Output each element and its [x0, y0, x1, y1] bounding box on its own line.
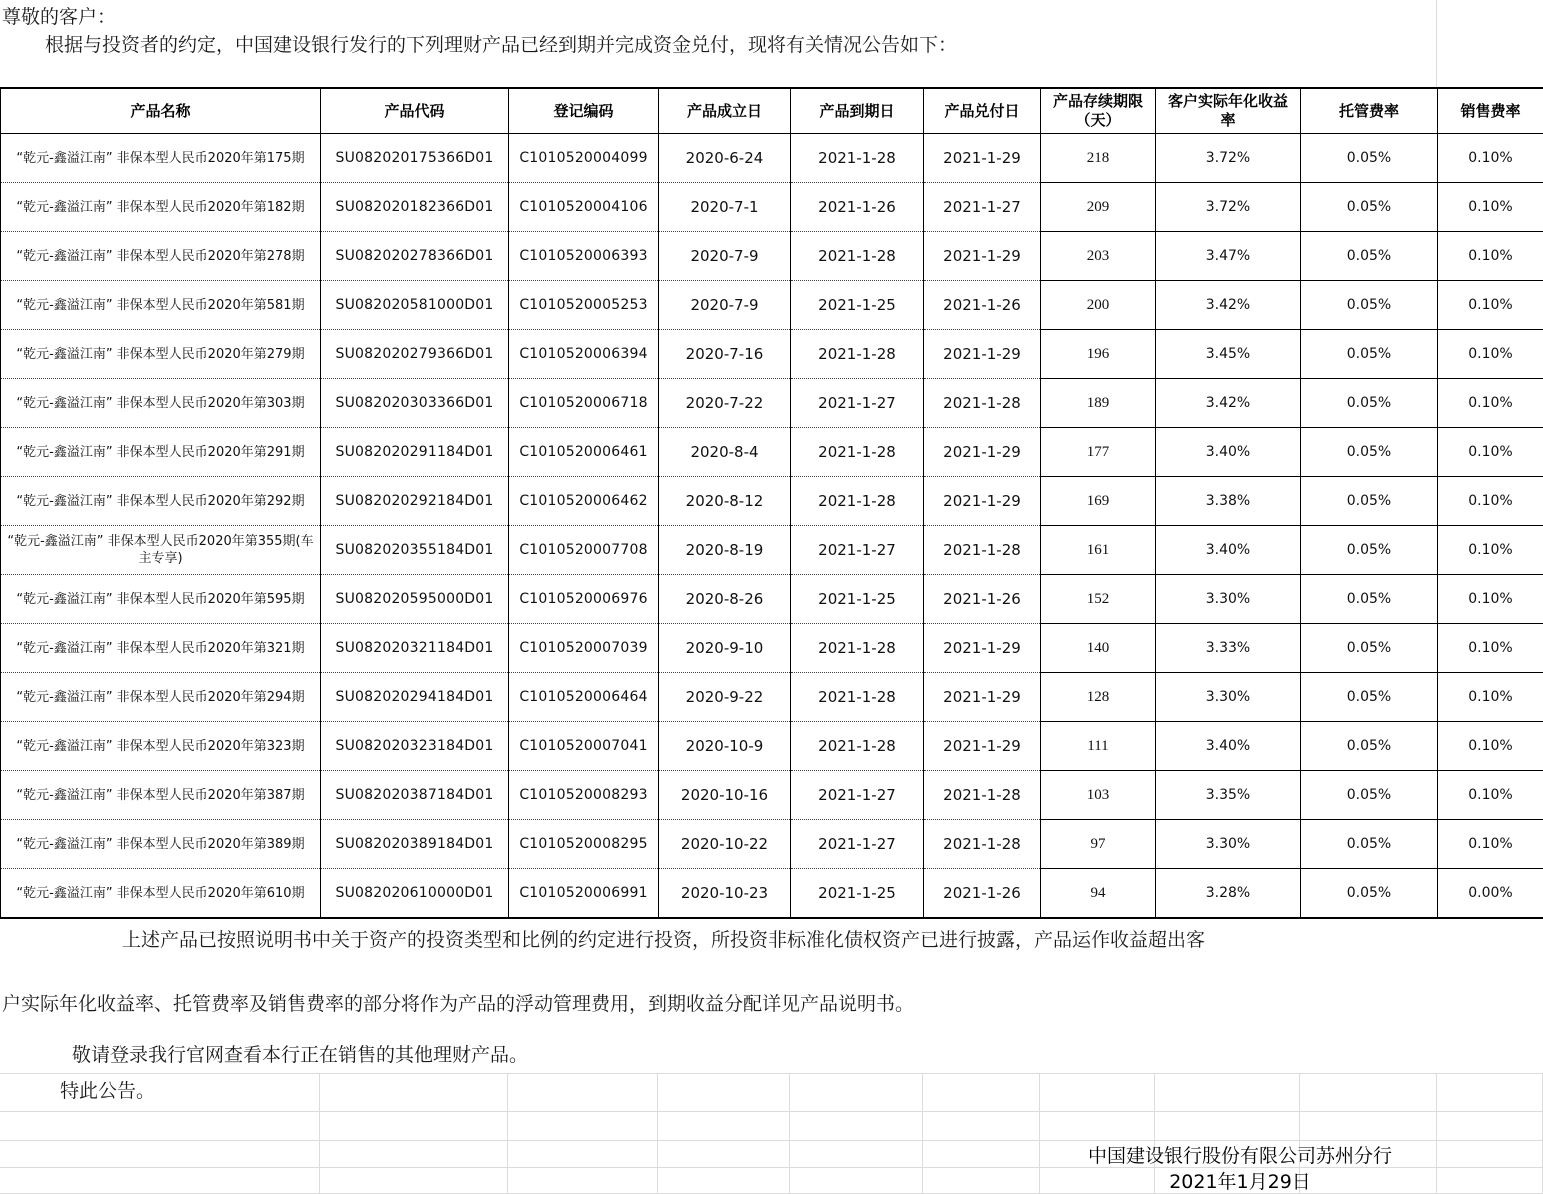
- table-cell: C1010520008295: [509, 820, 659, 869]
- table-cell: 0.10%: [1438, 722, 1543, 771]
- table-cell: 103: [1041, 771, 1156, 820]
- table-cell: 2021-1-28: [791, 232, 924, 281]
- table-cell: 3.47%: [1156, 232, 1301, 281]
- table-cell: 0.05%: [1301, 771, 1438, 820]
- table-row: [1, 526, 1543, 575]
- table-cell: 2021-1-28: [924, 379, 1041, 428]
- table-cell: 2021-1-29: [924, 232, 1041, 281]
- table-cell: C1010520006394: [509, 330, 659, 379]
- table-cell: 3.40%: [1156, 722, 1301, 771]
- table-cell: C1010520004106: [509, 183, 659, 232]
- table-cell: 3.30%: [1156, 820, 1301, 869]
- table-cell: SU082020279366D01: [321, 330, 509, 379]
- table-cell: 0.10%: [1438, 428, 1543, 477]
- table-cell: 189: [1041, 379, 1156, 428]
- table-cell: 2021-1-25: [791, 575, 924, 624]
- table-cell: 0.10%: [1438, 673, 1543, 722]
- table-cell: 2020-10-23: [659, 869, 791, 919]
- grid-cell: [1300, 1074, 1437, 1112]
- table-cell: 2021-1-26: [924, 869, 1041, 919]
- table-cell: 2021-1-29: [924, 624, 1041, 673]
- table-row: [1, 183, 1543, 232]
- announcement-date: 2021年1月29日: [1169, 1171, 1311, 1193]
- table-cell: 3.30%: [1156, 575, 1301, 624]
- table-cell: 2021-1-29: [924, 428, 1041, 477]
- table-row: [1, 624, 1543, 673]
- header-product-code: 产品代码: [321, 88, 509, 134]
- table-cell: “乾元-鑫溢江南” 非保本型人民币2020年第323期: [1, 722, 321, 771]
- table-cell: 2020-7-9: [659, 281, 791, 330]
- table-cell: 0.10%: [1438, 379, 1543, 428]
- header-maturity-date: 产品到期日: [791, 88, 924, 134]
- table-cell: 3.40%: [1156, 526, 1301, 575]
- header-custody-fee: 托管费率: [1301, 88, 1438, 134]
- table-cell: 3.30%: [1156, 673, 1301, 722]
- grid-cell: [790, 1112, 923, 1141]
- table-cell: 0.10%: [1438, 281, 1543, 330]
- table-cell: 2021-1-26: [924, 281, 1041, 330]
- product-table-body: [1, 134, 1543, 919]
- table-cell: 2021-1-28: [791, 624, 924, 673]
- table-cell: SU082020182366D01: [321, 183, 509, 232]
- grid-cell: [1437, 1074, 1543, 1112]
- grid-cell: [508, 1168, 658, 1194]
- header-payment-date: 产品兑付日: [924, 88, 1041, 134]
- table-cell: 0.05%: [1301, 673, 1438, 722]
- table-cell: 0.10%: [1438, 526, 1543, 575]
- grid-cell: [923, 1168, 1040, 1194]
- table-cell: 2021-1-28: [791, 134, 924, 183]
- table-cell: 2020-7-9: [659, 232, 791, 281]
- table-cell: 2020-8-19: [659, 526, 791, 575]
- table-cell: C1010520007708: [509, 526, 659, 575]
- table-cell: 2021-1-27: [791, 771, 924, 820]
- grid-cell: [1155, 1074, 1300, 1112]
- table-cell: 0.10%: [1438, 477, 1543, 526]
- table-cell: “乾元-鑫溢江南” 非保本型人民币2020年第182期: [1, 183, 321, 232]
- table-row: [1, 575, 1543, 624]
- table-cell: 161: [1041, 526, 1156, 575]
- table-cell: 0.05%: [1301, 526, 1438, 575]
- table-cell: 169: [1041, 477, 1156, 526]
- table-cell: 0.10%: [1438, 183, 1543, 232]
- table-cell: 3.72%: [1156, 183, 1301, 232]
- grid-cell: [1437, 1168, 1543, 1194]
- table-row: [1, 771, 1543, 820]
- table-row: [1, 281, 1543, 330]
- table-cell: 2020-7-22: [659, 379, 791, 428]
- table-cell: 3.42%: [1156, 379, 1301, 428]
- table-cell: C1010520005253: [509, 281, 659, 330]
- table-cell: 2021-1-28: [791, 722, 924, 771]
- table-row: [1, 477, 1543, 526]
- table-cell: 2020-8-4: [659, 428, 791, 477]
- grid-cell: [658, 1168, 790, 1194]
- table-cell: 196: [1041, 330, 1156, 379]
- table-cell: C1010520007041: [509, 722, 659, 771]
- grid-cell: [658, 1141, 790, 1168]
- table-cell: 0.05%: [1301, 379, 1438, 428]
- table-cell: SU082020389184D01: [321, 820, 509, 869]
- table-cell: SU082020581000D01: [321, 281, 509, 330]
- table-cell: 2021-1-28: [924, 820, 1041, 869]
- table-cell: 2021-1-26: [791, 183, 924, 232]
- issuer-name: 中国建设银行股份有限公司苏州分行: [1087, 1145, 1392, 1167]
- table-cell: 2020-10-16: [659, 771, 791, 820]
- table-cell: 2021-1-29: [924, 477, 1041, 526]
- table-cell: 177: [1041, 428, 1156, 477]
- table-cell: 0.05%: [1301, 134, 1438, 183]
- table-cell: 2020-9-22: [659, 673, 791, 722]
- table-cell: 2021-1-29: [924, 673, 1041, 722]
- table-cell: SU082020321184D01: [321, 624, 509, 673]
- table-cell: 209: [1041, 183, 1156, 232]
- table-cell: “乾元-鑫溢江南” 非保本型人民币2020年第581期: [1, 281, 321, 330]
- table-cell: 0.10%: [1438, 575, 1543, 624]
- table-cell: 218: [1041, 134, 1156, 183]
- table-cell: 0.05%: [1301, 428, 1438, 477]
- table-cell: 2020-7-1: [659, 183, 791, 232]
- table-cell: SU082020175366D01: [321, 134, 509, 183]
- table-cell: 2021-1-25: [791, 281, 924, 330]
- product-table-header: [1, 88, 1543, 134]
- table-cell: 200: [1041, 281, 1156, 330]
- table-cell: 2021-1-28: [791, 330, 924, 379]
- grid-cell: [0, 1074, 320, 1112]
- table-cell: 94: [1041, 869, 1156, 919]
- header-registry-code: 登记编码: [509, 88, 659, 134]
- table-cell: 3.40%: [1156, 428, 1301, 477]
- table-cell: 2020-6-24: [659, 134, 791, 183]
- closing-text: 特此公告。: [60, 1080, 156, 1102]
- table-cell: 0.05%: [1301, 820, 1438, 869]
- grid-cell: [923, 1141, 1040, 1168]
- grid-cell: [923, 1074, 1040, 1112]
- table-cell: 0.05%: [1301, 624, 1438, 673]
- table-cell: 2020-10-22: [659, 820, 791, 869]
- table-cell: “乾元-鑫溢江南” 非保本型人民币2020年第175期: [1, 134, 321, 183]
- spreadsheet-gridline: [1436, 0, 1437, 87]
- table-cell: SU082020610000D01: [321, 869, 509, 919]
- table-cell: C1010520006976: [509, 575, 659, 624]
- table-cell: 3.45%: [1156, 330, 1301, 379]
- table-cell: 2020-9-10: [659, 624, 791, 673]
- table-cell: 2021-1-27: [791, 379, 924, 428]
- table-cell: 0.05%: [1301, 281, 1438, 330]
- table-cell: 2021-1-26: [924, 575, 1041, 624]
- table-cell: 111: [1041, 722, 1156, 771]
- table-cell: “乾元-鑫溢江南” 非保本型人民币2020年第595期: [1, 575, 321, 624]
- table-cell: “乾元-鑫溢江南” 非保本型人民币2020年第294期: [1, 673, 321, 722]
- table-cell: 0.05%: [1301, 330, 1438, 379]
- header-actual-yield: 客户实际年化收益率: [1156, 88, 1301, 134]
- table-cell: 3.28%: [1156, 869, 1301, 919]
- grid-cell: [1437, 1112, 1543, 1141]
- table-cell: SU082020292184D01: [321, 477, 509, 526]
- table-cell: 0.10%: [1438, 134, 1543, 183]
- table-cell: 3.38%: [1156, 477, 1301, 526]
- table-cell: 203: [1041, 232, 1156, 281]
- table-cell: 97: [1041, 820, 1156, 869]
- table-cell: 2020-10-9: [659, 722, 791, 771]
- table-cell: “乾元-鑫溢江南” 非保本型人民币2020年第321期: [1, 624, 321, 673]
- table-row: [1, 330, 1543, 379]
- grid-cell: [1040, 1074, 1155, 1112]
- table-cell: 2020-7-16: [659, 330, 791, 379]
- table-cell: SU082020355184D01: [321, 526, 509, 575]
- table-cell: 3.33%: [1156, 624, 1301, 673]
- table-cell: 2021-1-25: [791, 869, 924, 919]
- table-cell: SU082020387184D01: [321, 771, 509, 820]
- grid-cell: [320, 1168, 508, 1194]
- table-cell: 2021-1-28: [924, 771, 1041, 820]
- table-cell: 0.10%: [1438, 624, 1543, 673]
- table-cell: C1010520004099: [509, 134, 659, 183]
- grid-cell: [790, 1074, 923, 1112]
- grid-cell: [790, 1141, 923, 1168]
- table-row: [1, 379, 1543, 428]
- header-start-date: 产品成立日: [659, 88, 791, 134]
- grid-cell: [658, 1074, 790, 1112]
- table-cell: 0.05%: [1301, 722, 1438, 771]
- grid-cell: [923, 1112, 1040, 1141]
- signature-block: [1043, 1144, 1437, 1194]
- note-line-1: 上述产品已按照说明书中关于资产的投资类型和比例的约定进行投资，所投资非标准化债权资产已进行披露，产品运作收益超出客: [122, 929, 1206, 951]
- table-row: [1, 673, 1543, 722]
- grid-cell: [508, 1112, 658, 1141]
- note-line-2: 户实际年化收益率、托管费率及销售费率的部分将作为产品的浮动管理费用，到期收益分配详见产品说明书。: [2, 993, 915, 1015]
- table-cell: C1010520006464: [509, 673, 659, 722]
- table-row: [1, 134, 1543, 183]
- table-cell: 0.05%: [1301, 869, 1438, 919]
- table-row: [1, 232, 1543, 281]
- table-cell: “乾元-鑫溢江南” 非保本型人民币2020年第279期: [1, 330, 321, 379]
- grid-cell: [1437, 1141, 1543, 1168]
- table-cell: C1010520008293: [509, 771, 659, 820]
- grid-cell: [0, 1141, 320, 1168]
- table-cell: 0.10%: [1438, 771, 1543, 820]
- grid-cell: [1300, 1112, 1437, 1141]
- table-cell: 0.10%: [1438, 330, 1543, 379]
- table-cell: 3.72%: [1156, 134, 1301, 183]
- table-cell: SU082020595000D01: [321, 575, 509, 624]
- table-cell: “乾元-鑫溢江南” 非保本型人民币2020年第292期: [1, 477, 321, 526]
- table-cell: 0.05%: [1301, 477, 1438, 526]
- table-cell: 3.42%: [1156, 281, 1301, 330]
- table-cell: 0.00%: [1438, 869, 1543, 919]
- table-row: [1, 722, 1543, 771]
- table-cell: 2020-8-12: [659, 477, 791, 526]
- table-cell: 2021-1-28: [924, 526, 1041, 575]
- table-cell: 2021-1-27: [924, 183, 1041, 232]
- grid-cell: [0, 1112, 320, 1141]
- table-cell: 0.10%: [1438, 232, 1543, 281]
- product-table: [0, 87, 1543, 919]
- grid-cell: [1155, 1112, 1300, 1141]
- login-note: 敬请登录我行官网查看本行正在销售的其他理财产品。: [72, 1044, 529, 1066]
- table-cell: 2021-1-28: [791, 673, 924, 722]
- table-cell: C1010520006718: [509, 379, 659, 428]
- table-cell: 2021-1-27: [791, 526, 924, 575]
- table-cell: C1010520006462: [509, 477, 659, 526]
- table-cell: 152: [1041, 575, 1156, 624]
- table-cell: “乾元-鑫溢江南” 非保本型人民币2020年第303期: [1, 379, 321, 428]
- table-row: [1, 869, 1543, 919]
- table-cell: 2021-1-27: [791, 820, 924, 869]
- table-cell: 3.35%: [1156, 771, 1301, 820]
- table-cell: “乾元-鑫溢江南” 非保本型人民币2020年第389期: [1, 820, 321, 869]
- table-cell: SU082020323184D01: [321, 722, 509, 771]
- grid-cell: [508, 1141, 658, 1168]
- table-cell: 140: [1041, 624, 1156, 673]
- table-cell: 2021-1-29: [924, 722, 1041, 771]
- table-cell: 128: [1041, 673, 1156, 722]
- header-duration-days: 产品存续期限（天）: [1041, 88, 1156, 134]
- grid-cell: [320, 1141, 508, 1168]
- grid-cell: [320, 1074, 508, 1112]
- intro-text: 根据与投资者的约定，中国建设银行发行的下列理财产品已经到期并完成资金兑付，现将有关情况公告如下：: [45, 34, 958, 56]
- table-cell: C1010520006461: [509, 428, 659, 477]
- table-cell: 0.05%: [1301, 183, 1438, 232]
- grid-cell: [658, 1112, 790, 1141]
- table-cell: “乾元-鑫溢江南” 非保本型人民币2020年第278期: [1, 232, 321, 281]
- table-cell: “乾元-鑫溢江南” 非保本型人民币2020年第387期: [1, 771, 321, 820]
- grid-cell: [1040, 1112, 1155, 1141]
- table-cell: SU082020291184D01: [321, 428, 509, 477]
- greeting-text: 尊敬的客户：: [2, 6, 117, 28]
- grid-cell: [790, 1168, 923, 1194]
- table-cell: C1010520006991: [509, 869, 659, 919]
- table-cell: SU082020278366D01: [321, 232, 509, 281]
- header-sales-fee: 销售费率: [1438, 88, 1543, 134]
- table-cell: C1010520007039: [509, 624, 659, 673]
- table-cell: 0.05%: [1301, 232, 1438, 281]
- table-cell: 2020-8-26: [659, 575, 791, 624]
- grid-cell: [0, 1168, 320, 1194]
- table-cell: “乾元-鑫溢江南” 非保本型人民币2020年第291期: [1, 428, 321, 477]
- header-product-name: 产品名称: [1, 88, 321, 134]
- table-cell: 2021-1-28: [791, 477, 924, 526]
- table-cell: “乾元-鑫溢江南” 非保本型人民币2020年第610期: [1, 869, 321, 919]
- table-cell: 0.05%: [1301, 575, 1438, 624]
- table-row: [1, 820, 1543, 869]
- table-row: [1, 428, 1543, 477]
- table-cell: SU082020294184D01: [321, 673, 509, 722]
- table-cell: 2021-1-28: [791, 428, 924, 477]
- header-row: [1, 88, 1543, 134]
- table-cell: C1010520006393: [509, 232, 659, 281]
- grid-cell: [508, 1074, 658, 1112]
- table-cell: 0.10%: [1438, 820, 1543, 869]
- table-cell: “乾元-鑫溢江南” 非保本型人民币2020年第355期(车主专享): [1, 526, 321, 575]
- table-cell: 2021-1-29: [924, 134, 1041, 183]
- table-cell: 2021-1-29: [924, 330, 1041, 379]
- grid-cell: [320, 1112, 508, 1141]
- table-cell: SU082020303366D01: [321, 379, 509, 428]
